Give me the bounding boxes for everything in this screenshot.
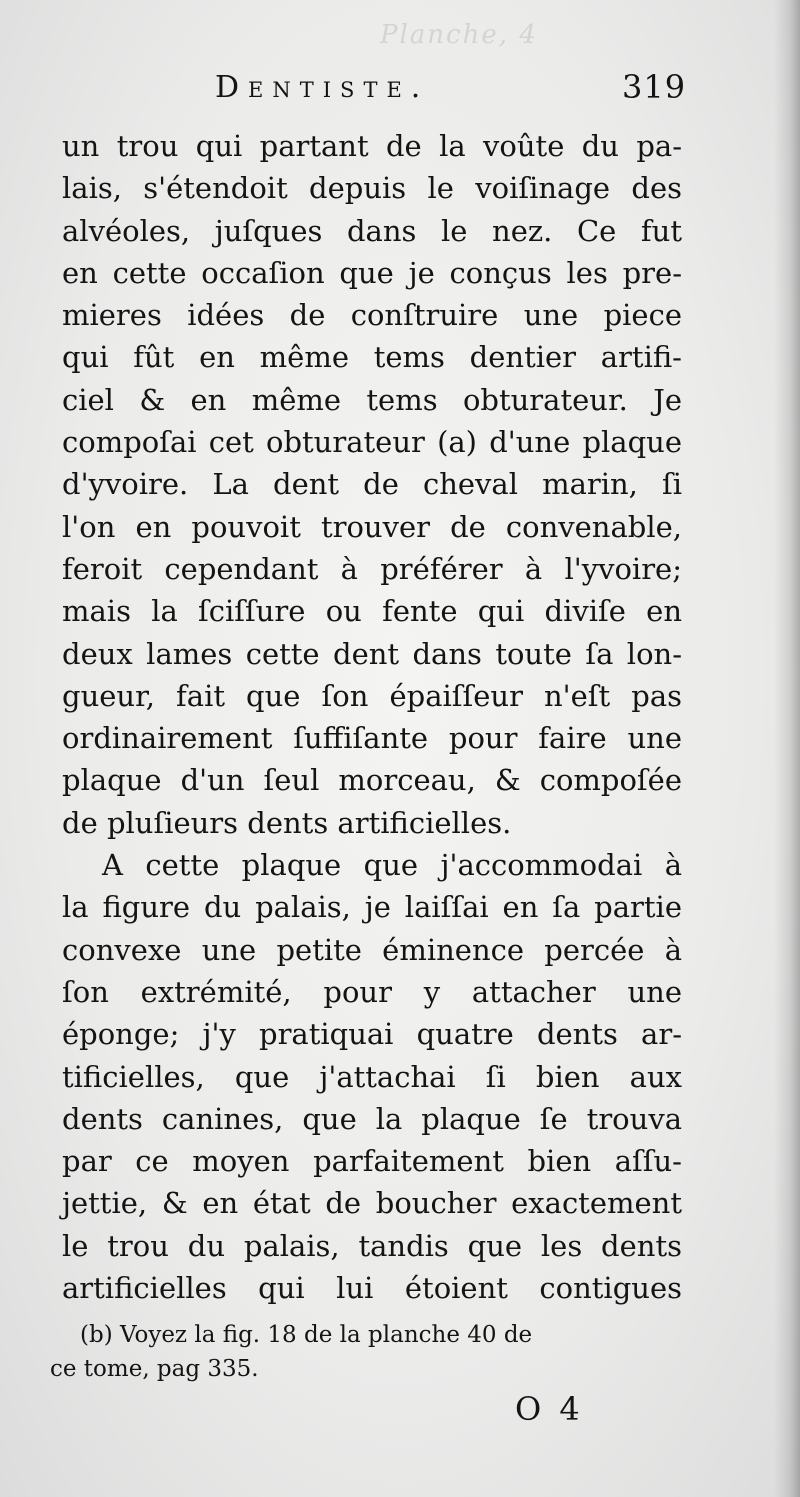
- text-line: éponge; j'y pratiquai quatre dents ar-: [62, 1017, 682, 1052]
- text-line: deux lames cette dent dans toute ſa lon-: [62, 636, 682, 671]
- text-line: le trou du palais, tandis que les dents: [62, 1228, 682, 1263]
- text-line: jettie, & en état de boucher exactement: [62, 1186, 682, 1221]
- text-line: lais, s'étendoit depuis le voiſinage des: [62, 171, 682, 206]
- text-line: la figure du palais, je laiſſai en ſa partie: [62, 890, 682, 925]
- text-line: qui fût en même tems dentier artifi-: [62, 340, 682, 375]
- text-line: feroit cependant à préférer à l'yvoire;: [62, 551, 682, 586]
- footnote-line: ce tome, pag 335.: [50, 1356, 259, 1382]
- page-number: 319: [622, 68, 687, 106]
- text-line: A cette plaque que j'accommodai à: [102, 848, 682, 883]
- page-edge-shadow: [774, 0, 800, 1497]
- text-line: par ce moyen parfaitement bien aſſu-: [62, 1144, 682, 1179]
- text-line: tificielles, que j'attachai ſi bien aux: [62, 1059, 682, 1094]
- text-line: d'yvoire. La dent de cheval marin, ſi: [62, 467, 682, 502]
- text-line: mais la ſciſſure ou fente qui diviſe en: [62, 594, 682, 629]
- text-line: convexe une petite éminence percée à: [62, 932, 682, 967]
- text-line: artificielles qui lui étoient contigues: [62, 1271, 682, 1306]
- text-line: gueur, fait que ſon épaiſſeur n'eſt pas: [62, 678, 682, 713]
- page-header: [0, 60, 800, 120]
- text-line: un trou qui partant de la voûte du pa-: [62, 129, 682, 163]
- text-line: compoſai cet obturateur (a) d'une plaque: [62, 425, 682, 460]
- footnote: [50, 1318, 690, 1386]
- text-line: ſon extrémité, pour y attacher une: [62, 974, 682, 1009]
- text-line: ordinairement ſuffiſante pour faire une: [62, 721, 682, 756]
- text-line: en cette occaſion que je conçus les pre-: [62, 255, 682, 290]
- text-line: ciel & en même tems obturateur. Je: [62, 382, 682, 417]
- footnote-line: (b) Voyez la fig. 18 de la planche 40 de: [80, 1322, 533, 1348]
- signature-mark: O 4: [515, 1390, 584, 1428]
- text-line: mieres idées de conſtruire une piece: [62, 298, 682, 333]
- text-line: dents canines, que la plaque ſe trouva: [62, 1101, 682, 1136]
- body-text: [62, 125, 682, 1309]
- text-line: l'on en pouvoit trouver de convenable,: [62, 509, 682, 544]
- bleed-through-text: Planche, 4: [380, 20, 538, 50]
- text-line: alvéoles, juſques dans le nez. Ce fut: [62, 213, 682, 248]
- text-line: de pluſieurs dents artificielles.: [62, 805, 512, 840]
- text-line: plaque d'un ſeul morceau, & compoſée: [62, 763, 682, 798]
- running-head: Dentiste.: [215, 70, 430, 105]
